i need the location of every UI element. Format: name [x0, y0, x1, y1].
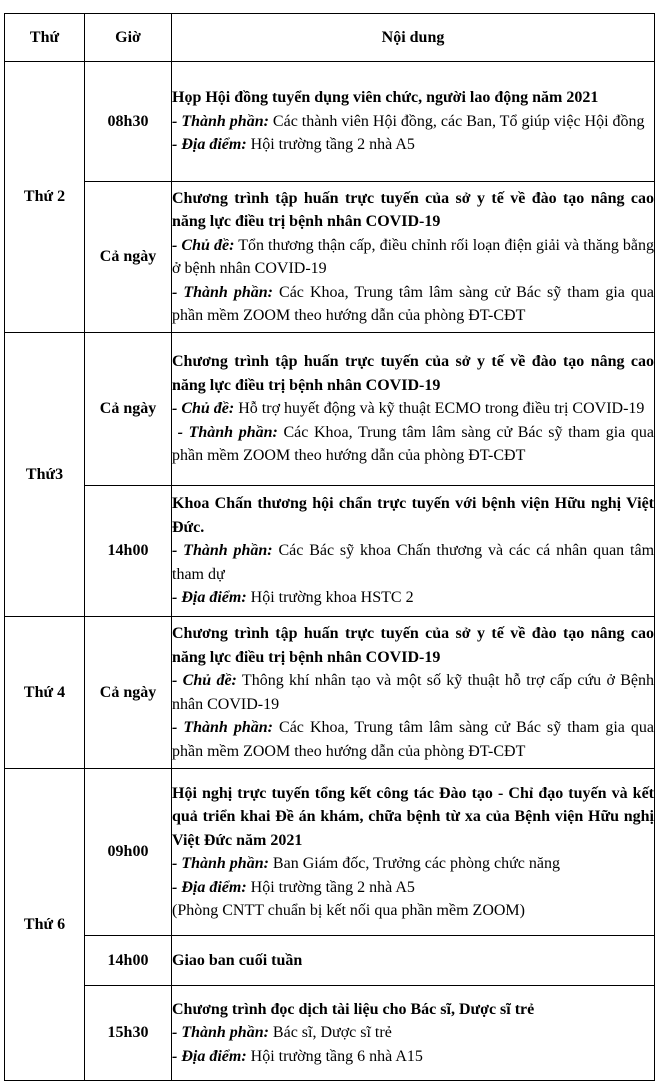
detail-label: - Địa điểm:	[172, 1047, 247, 1065]
table-row	[5, 182, 655, 333]
detail-text: Hội trường tầng 2 nhà A5	[246, 136, 415, 154]
header-day: Thứ	[5, 14, 85, 62]
header-row	[5, 14, 655, 62]
event-detail	[172, 110, 654, 134]
detail-label: - Chủ đề:	[172, 236, 235, 254]
event-detail	[172, 234, 654, 281]
detail-label: - Chủ đề:	[172, 400, 235, 418]
event-title: Chương trình đọc dịch tài liệu cho Bác sĩ, Dược sĩ trẻ	[172, 1000, 535, 1018]
detail-text: Hội trường khoa HSTC 2	[246, 589, 414, 607]
time-cell: 14h00	[85, 486, 172, 617]
event-content	[172, 333, 655, 486]
detail-text: Hội trường tầng 2 nhà A5	[246, 878, 415, 896]
event-content	[172, 936, 655, 986]
table-row	[5, 617, 655, 769]
detail-label: - Thành phần:	[172, 542, 273, 560]
detail-text: Các thành viên Hội đồng, các Ban, Tổ giúp việc Hội đồng	[268, 112, 645, 130]
schedule-document	[4, 13, 655, 1081]
detail-text: Các Khoa, Trung tâm lâm sàng cử Bác sỹ tham gia qua phần mềm ZOOM theo hướng dẫn của phòng ĐT-CĐT	[172, 719, 655, 760]
event-content	[172, 182, 655, 333]
event-title: Họp Hội đồng tuyển dụng viên chức, người lao động năm 2021	[172, 89, 599, 107]
detail-text: (Phòng CNTT chuẩn bị kết nối qua phần mềm ZOOM)	[172, 902, 525, 919]
day-cell: Thứ3	[5, 333, 85, 617]
table-row	[5, 936, 655, 986]
event-title: Chương trình tập huấn trực tuyến của sở y tế về đào tạo nâng cao năng lực điều trị bệnh nhân COVID-19	[172, 353, 654, 394]
detail-label: - Chủ đề:	[172, 672, 237, 689]
detail-label: - Thành phần:	[172, 855, 269, 872]
detail-text: Các Khoa, Trung tâm lâm sàng cử Bác sỹ tham gia qua phần mềm ZOOM theo hướng dẫn của phòng ĐT-CĐT	[172, 423, 655, 465]
header-content: Nội dung	[172, 14, 655, 62]
time-cell: Cả ngày	[85, 182, 172, 333]
event-detail	[172, 852, 654, 876]
event-content	[172, 617, 655, 769]
detail-label: - Địa điểm:	[172, 136, 247, 154]
event-detail	[172, 716, 654, 763]
event-content	[172, 486, 655, 617]
event-detail	[172, 133, 654, 157]
event-title: Giao ban cuối tuần	[172, 951, 303, 969]
table-row	[5, 769, 655, 936]
event-detail	[172, 397, 654, 421]
detail-text: Các Khoa, Trung tâm lâm sàng cử Bác sỹ tham gia qua phần mềm ZOOM theo hướng dẫn của phòng ĐT-CĐT	[172, 283, 655, 324]
event-title: Khoa Chấn thương hội chẩn trực tuyến với bệnh viện Hữu nghị Việt Đức.	[172, 495, 654, 536]
event-content	[172, 769, 655, 936]
day-cell: Thứ 4	[5, 617, 85, 769]
event-detail	[172, 1045, 654, 1069]
header-time: Giờ	[85, 14, 172, 62]
time-cell: 09h00	[85, 769, 172, 936]
detail-label: - Địa điểm:	[172, 878, 247, 896]
detail-text: Các Bác sỹ khoa Chấn thương và các cá nhân quan tâm tham dự	[172, 542, 655, 583]
event-detail	[172, 669, 654, 716]
detail-text: Ban Giám đốc, Trưởng các phòng chức năng	[268, 855, 561, 872]
day-cell: Thứ 6	[5, 769, 85, 1081]
time-cell: 14h00	[85, 936, 172, 986]
event-title: Chương trình tập huấn trực tuyến của sở y tế về đào tạo nâng cao năng lực điều trị bệnh nhân COVID-19	[172, 625, 654, 666]
event-detail	[172, 899, 654, 923]
table-row	[5, 486, 655, 617]
event-title: Chương trình tập huấn trực tuyến của sở y tế về đào tạo nâng cao năng lực điều trị bệnh nhân COVID-19	[172, 189, 654, 230]
event-detail	[172, 1021, 654, 1045]
detail-text: Bác sĩ, Dược sĩ trẻ	[268, 1024, 392, 1042]
event-detail	[172, 539, 654, 586]
table-row	[5, 62, 655, 182]
table-row	[5, 333, 655, 486]
time-cell: 08h30	[85, 62, 172, 182]
event-content	[172, 986, 655, 1081]
event-content	[172, 62, 655, 182]
time-cell: Cả ngày	[85, 333, 172, 486]
detail-label: - Thành phần:	[172, 112, 269, 130]
detail-text: Tổn thương thận cấp, điều chỉnh rối loạn điện giải và thăng bằng ở bệnh nhân COVID-19	[172, 236, 655, 277]
detail-label: - Thành phần:	[172, 283, 273, 301]
event-detail	[172, 586, 654, 610]
detail-text: Hội trường tầng 6 nhà A15	[246, 1047, 423, 1065]
schedule-table	[4, 13, 655, 1081]
event-title: Hội nghị trực tuyến tổng kết công tác Đào tạo - Chỉ đạo tuyến và kết quả triển khai Đề án khám, chữa bệnh từ xa của Bệnh viện Hữu nghị Việt Đức năm 2021	[172, 784, 654, 849]
time-cell: 15h30	[85, 986, 172, 1081]
detail-text: Hỗ trợ huyết động và kỹ thuật ECMO trong điều trị COVID-19	[234, 400, 645, 418]
table-row	[5, 986, 655, 1081]
day-cell: Thứ 2	[5, 62, 85, 333]
event-detail	[172, 281, 654, 328]
detail-label: - Địa điểm:	[172, 589, 247, 607]
event-detail	[172, 421, 654, 468]
detail-label: - Thành phần:	[172, 1024, 269, 1042]
event-detail	[172, 876, 654, 900]
time-cell: Cả ngày	[85, 617, 172, 769]
detail-text: Thông khí nhân tạo và một số kỹ thuật hỗ trợ cấp cứu ở Bệnh nhân COVID-19	[172, 672, 655, 713]
detail-label: - Thành phần:	[172, 423, 278, 441]
detail-label: - Thành phần:	[172, 719, 273, 736]
